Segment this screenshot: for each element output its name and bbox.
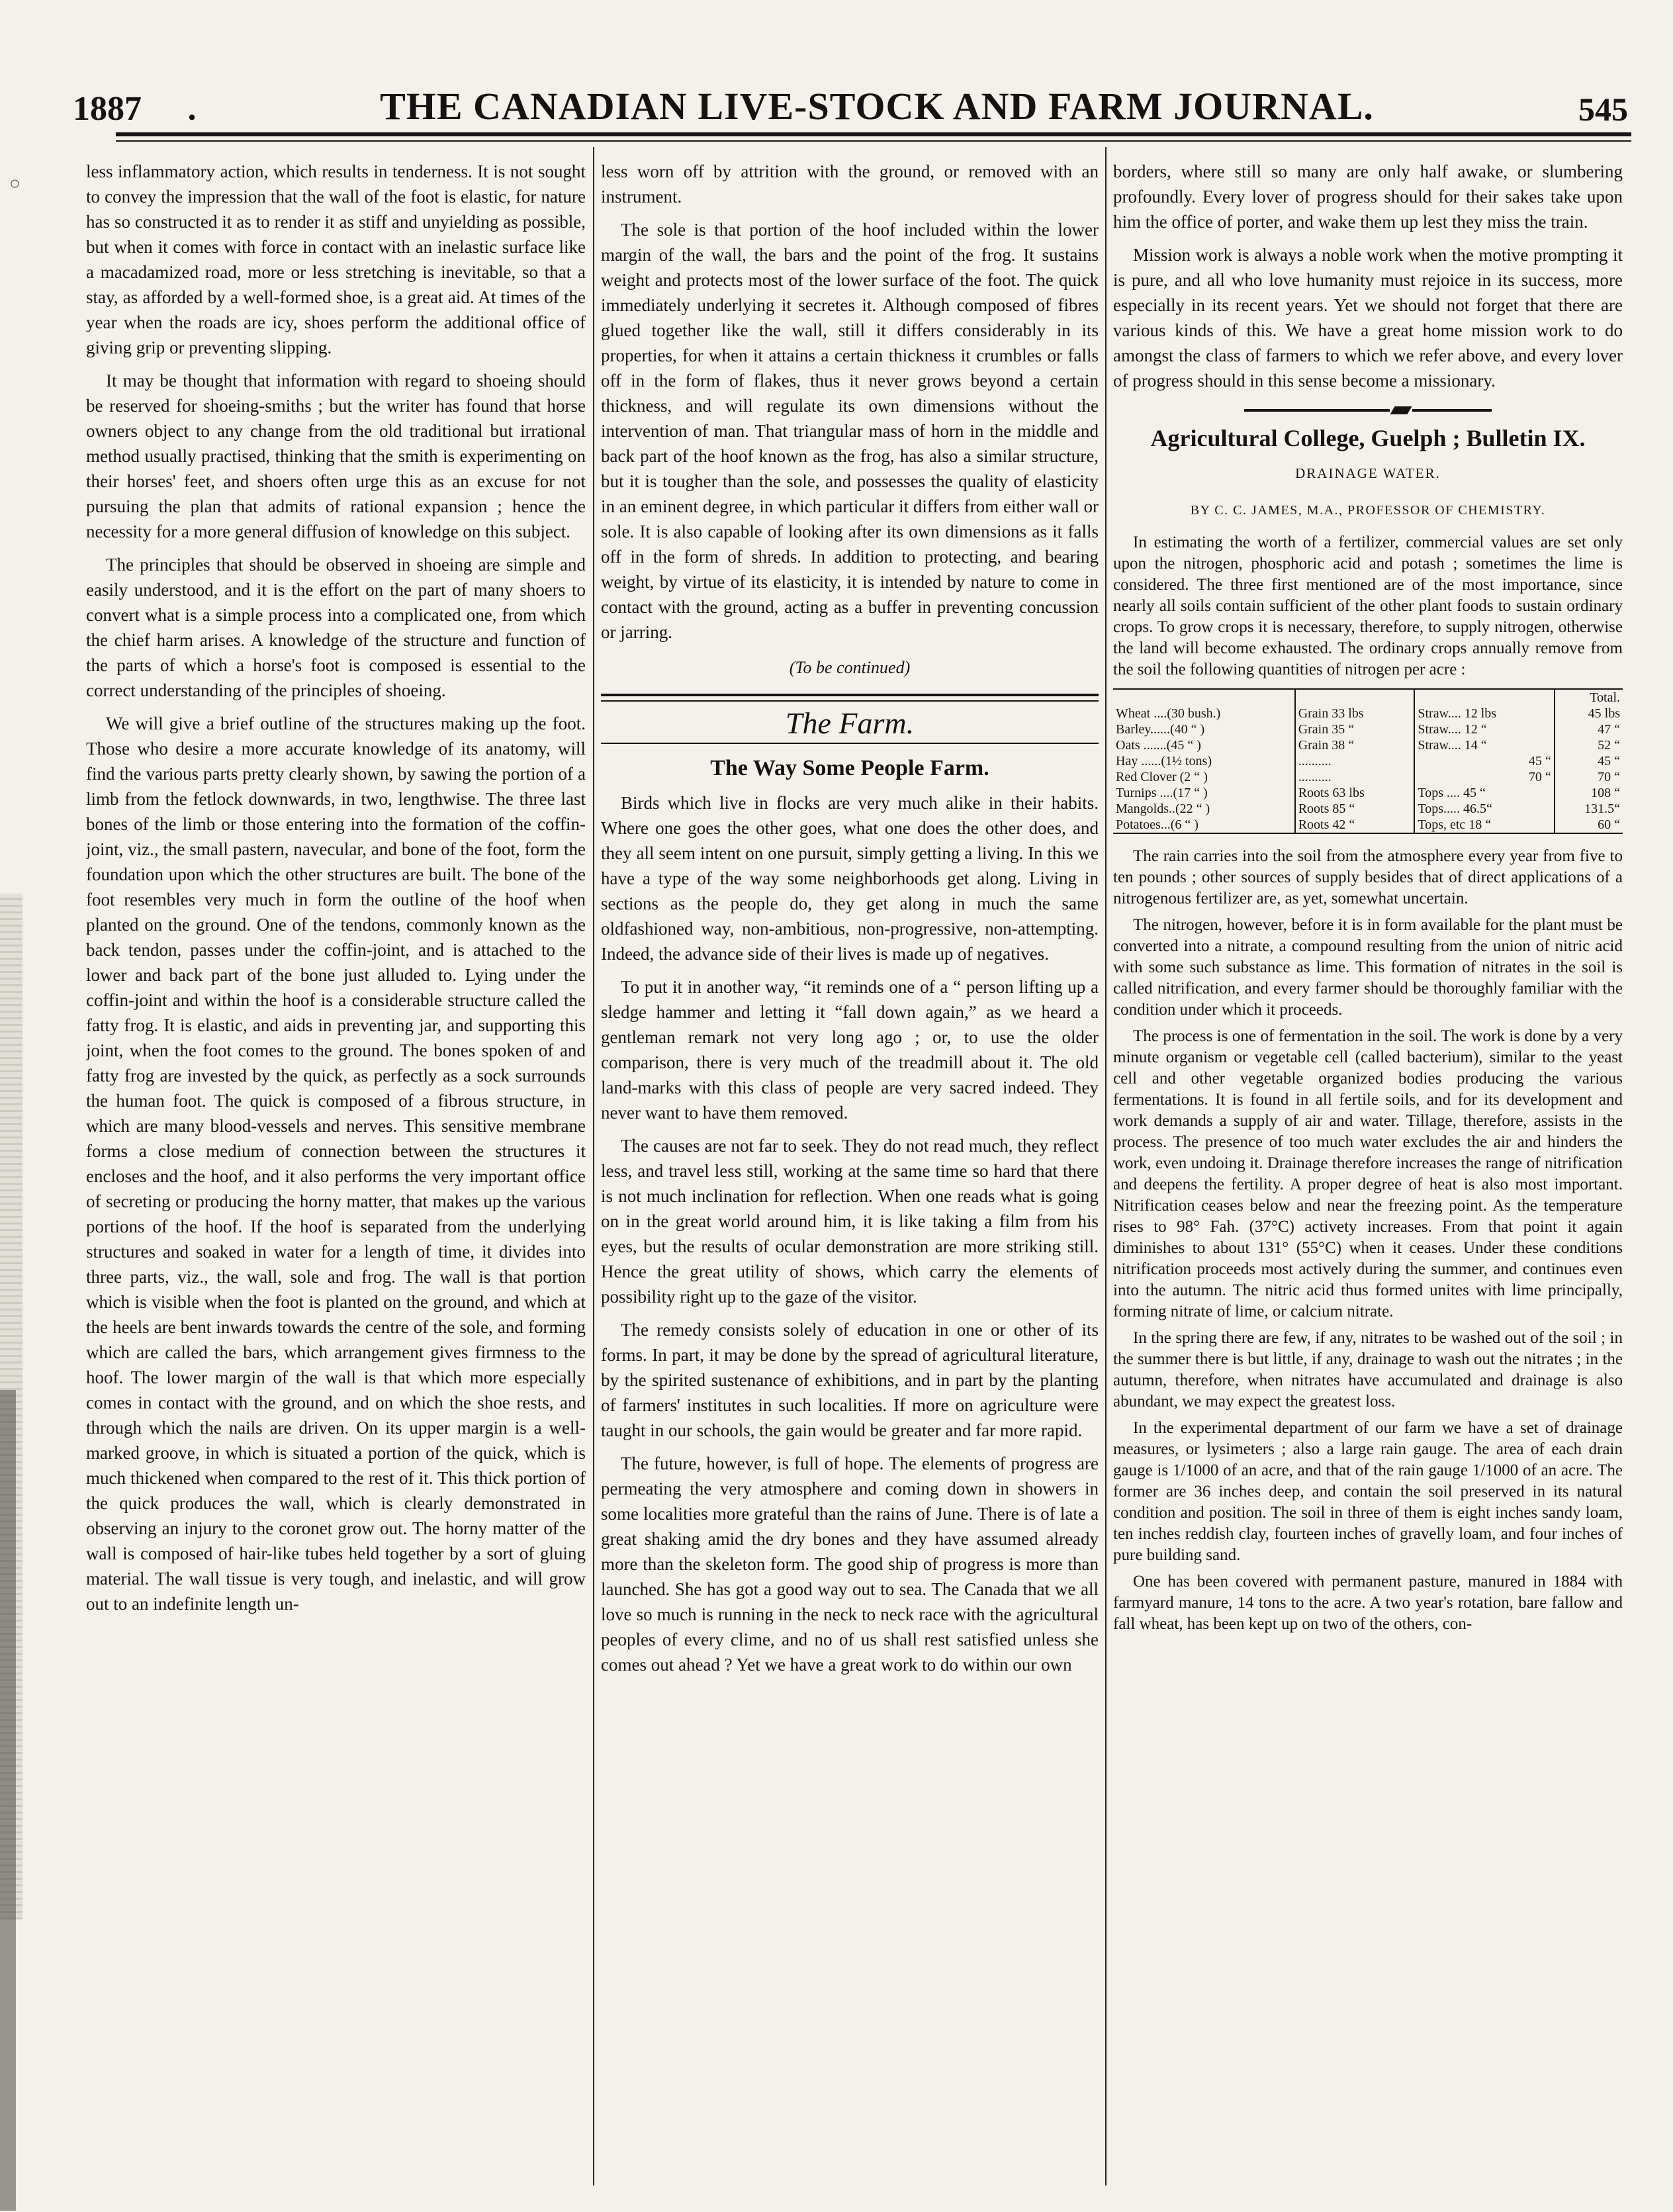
table-row — [1113, 801, 1623, 817]
table-row — [1113, 753, 1623, 769]
table-row — [1113, 769, 1623, 785]
table-cell: Roots 42 “ — [1295, 817, 1415, 833]
table-row — [1113, 785, 1623, 801]
table-cell: Grain 38 “ — [1295, 737, 1415, 753]
table-cell: Roots 63 lbs — [1295, 785, 1415, 801]
journal-title: THE CANADIAN LIVE-STOCK AND FARM JOURNAL. — [380, 85, 1374, 128]
table-row — [1113, 817, 1623, 833]
page-number: 545 — [1578, 91, 1628, 128]
bulletin-title: Agricultural College, Guelph ; Bulletin IX. — [1150, 425, 1586, 451]
table-cell: 45 “ — [1555, 753, 1623, 769]
paragraph: The nitrogen, however, before it is in form available for the plant must be converted into a nitrate, a compound resulting from the union of nitric acid with some such substance as lime. This formation of nitrates in the soil is called nitrification, and every farmer should be thoroughly familiar with the condition under which it proceeds. — [1113, 916, 1623, 1019]
column-divider-2 — [1105, 147, 1107, 2186]
table-cell: 47 “ — [1555, 721, 1623, 737]
ornamental-rule — [1113, 406, 1623, 414]
section-title: The Farm. — [785, 706, 915, 740]
masthead — [73, 71, 1628, 128]
table-cell: Barley......(40 “ ) — [1116, 722, 1205, 737]
table-cell: Tops..... 46.5“ — [1414, 801, 1554, 817]
table-cell: Turnips ....(17 “ ) — [1116, 786, 1208, 800]
table-cell: Hay ......(1½ tons) — [1116, 754, 1212, 768]
table-cell: Grain 33 lbs — [1295, 706, 1415, 721]
paragraph: The remedy consists solely of education in one or other of its forms. In part, it may be done by the spread of agricultural literature, by the spirited sustenance of exhibitions, and in part by the planting of farmers' institutes in such localities. If more on agriculture were taught in our schools, the gain would be greater and far more rapid. — [601, 1320, 1099, 1440]
table-cell: 70 “ — [1414, 769, 1554, 785]
header-rule-thin — [116, 140, 1631, 142]
table-cell: .......... — [1295, 769, 1415, 785]
table-cell: Straw.... 14 “ — [1414, 737, 1554, 753]
table-cell: Wheat ....(30 bush.) — [1116, 706, 1221, 721]
paragraph: less worn off by attrition with the ground, or removed with an instrument. — [601, 161, 1099, 207]
table-row — [1113, 721, 1623, 737]
column-3 — [1113, 159, 1623, 2204]
paragraph: In the experimental department of our farm we have a set of drainage measures, or lysimeters ; also a large rain gauge. The area of each drain gauge is 1/1000 of an acre, and that of the rain gauge 1/1000 of an acre. The former are 36 inches deep, and contain the soil preserved in its natural condition and position. The soil in three of them is eight inches sandy loam, ten inches reddish clay, fourteen inches of gravelly loam, and four inches of pure building sand. — [1113, 1419, 1623, 1564]
table-row — [1113, 706, 1623, 721]
table-cell: 45 “ — [1414, 753, 1554, 769]
table-cell: Straw.... 12 “ — [1414, 721, 1554, 737]
table-cell: .......... — [1295, 753, 1415, 769]
section-title-rule — [601, 743, 1099, 744]
column-2 — [601, 159, 1099, 2204]
table-header-total: Total. — [1555, 689, 1623, 706]
table-cell: Mangolds..(22 “ ) — [1116, 802, 1210, 816]
paragraph: The rain carries into the soil from the atmosphere every year from five to ten pounds ; other sources of supply besides that of direct applications of a nitrogenous fertilizer are, as yet, somewhat uncertain. — [1113, 847, 1623, 907]
paragraph: We will give a brief outline of the structures making up the foot. Those who desire a more accurate knowledge of its anatomy, will find the various parts pretty clearly shown, by sawing the portion of a limb from the fetlock downwards, in two, lengthwise. The three last bones of the limb or those entering into the formation of the coffin-joint, viz., the small pastern, navecular, and bone of the foot, form the foundation upon which the other structures are built. The bone of the foot resembles very much in form the outline of the hoof when planted on the ground. One of the tendons, commonly known as the back tendon, passes under the coffin-joint, and is attached to the lower and back part of the bone just alluded to. Lying under the coffin-joint and within the hoof is a considerable structure called the fatty frog. It is elastic, and aids in preventing jar, and supporting this joint, when the foot comes to the ground. The bones spoken of and fatty frog are invested by the quick, as perfectly as a sock surrounds the human foot. The quick is composed of a fibrous structure, in which are many blood-vessels and nerves. This sensitive membrane forms a close medium of connection between the structures it encloses and the hoof, and it also performs the very important office of secreting or producing the horny matter, that makes up the various portions of the hoof. If the hoof is separated from the underlying structures and soaked in water for a length of time, it divides into three parts, viz., the wall, sole and frog. The wall is that portion which is visible when the foot is planted on the ground, and which at the heels are bent inwards towards the centre of the sole, and forming which are called the bars, which arrangement gives firmness to the hoof. The lower margin of the wall is that which more especially comes in contact with the ground, and on which the shoe rests, and through which the nails are driven. On its upper margin is a well-marked groove, in which is situated a portion of the quick, which is much thickened when compared to the rest of it. This thick portion of the quick produces the wall, which is clearly demonstrated in observing an injury to the coronet grow out. The horny matter of the wall is composed of hair-like tubes held together by a sort of gluing material. The wall tissue is very tough, and inelastic, and will grow out to an indefinite length un- — [86, 714, 586, 1614]
table-cell: 131.5“ — [1555, 801, 1623, 817]
byline: BY C. C. JAMES, M.A., PROFESSOR OF CHEMISTRY. — [1190, 503, 1546, 518]
table-cell: 60 “ — [1555, 817, 1623, 833]
table-cell: 45 lbs — [1555, 706, 1623, 721]
paragraph: borders, where still so many are only half awake, or slumbering profoundly. Every lover of progress should for their sakes take upon him the office of porter, and wake them up lest they miss the train. — [1113, 161, 1623, 232]
paragraph: In estimating the worth of a fertilizer, commercial values are set only upon the nitrogen, phosphoric acid and potash ; sometimes the lime is considered. The three first mentioned are of the most importance, since nearly all soils contain sufficient of the other plant foods to sustain ordinary crops. To grow crops it is necessary, therefore, to supply nitrogen, otherwise the land will become exhausted. The ordinary crops annually remove from the soil the following quantities of nitrogen per acre : — [1113, 533, 1623, 678]
paragraph: It may be thought that information with regard to shoeing should be reserved for shoeing-smiths ; but the writer has found that horse owners object to any change from the old traditional but irrational method usually practised, thinking that the smith is experimenting on their horses' feet, and shoers often urge this as an excuse for not pursuing the plan that admits of rational expansion ; hence the necessity for a more general diffusion of knowledge on this subject. — [86, 371, 586, 541]
paragraph: less inflammatory action, which results in tenderness. It is not sought to convey the impression that the wall of the foot is elastic, for nature has so constructed it as to render it as stiff and unyielding as possible, but when it comes with force in contact with an inelastic surface like a macadamized road, more or less stretching is inevitable, so that a stay, as afforded by a well-formed shoe, is a great aid. At times of the year when the roads are icy, shoes perform the additional office of giving grip or preventing slipping. — [86, 161, 586, 357]
header-separator: . — [187, 90, 197, 128]
table-cell: Grain 35 “ — [1295, 721, 1415, 737]
continued-note: (To be continued) — [789, 658, 911, 677]
nitrogen-table — [1113, 688, 1623, 834]
header-rule-thick — [116, 132, 1631, 136]
table-cell: 108 “ — [1555, 785, 1623, 801]
header-year: 1887 — [73, 90, 142, 128]
table-cell: Tops, etc 18 “ — [1414, 817, 1554, 833]
table-cell: Tops .... 45 “ — [1414, 785, 1554, 801]
bulletin-subtitle: DRAINAGE WATER. — [1295, 465, 1441, 481]
column-divider-1 — [593, 147, 594, 2186]
table-cell: Roots 85 “ — [1295, 801, 1415, 817]
table-cell: Potatoes...(6 “ ) — [1116, 817, 1198, 832]
table-cell: 52 “ — [1555, 737, 1623, 753]
paragraph: The future, however, is full of hope. The elements of progress are permeating the very atmosphere and coming down in showers in some localities more grateful than the rains of June. There is of late a great shaking amid the dry bones and they have assumed already more than the skeleton form. The good ship of progress is more than launched. She has got a good way out to sea. The Canada that we all love so much is running in the neck to neck race with the agricultural peoples of every clime, and no of us shall rest satisfied unless she comes out ahead ? Yet we have a great work to do within our own — [601, 1453, 1099, 1675]
paragraph: The principles that should be observed in shoeing are simple and easily understood, and it is the effort on the part of many shoers to convert what is a simple process into a complicated one, from which the chief harm arises. A knowledge of the structure and function of the parts of which a horse's foot is composed is essential to the correct understanding of the principles of shoeing. — [86, 555, 586, 700]
paragraph: Mission work is always a noble work when the motive prompting it is pure, and all who love humanity must rejoice in its success, more especially in its recent years. Yet we should not forget that there are various kinds of this. We have a great home mission work to do amongst the class of farmers to which we refer above, and every lover of progress should in this sense become a missionary. — [1113, 245, 1623, 391]
table-cell: Straw.... 12 lbs — [1414, 706, 1554, 721]
paragraph: The process is one of fermentation in the soil. The work is done by a very minute organism or vegetable cell (called bacterium), similar to the yeast cell and other vegetable organized bodies producing the various fermentations. It is found in all fertile soils, and for its development and work demands a supply of air and water. Tillage, therefore, assists in the process. The presence of too much water excludes the air and hinders the work, even undoing it. Drainage therefore increases the range of nitrification and deepens the fertility. A proper degree of heat is also most important. Nitrification ceases below and near the freezing point. As the temperature rises to 98° Fah. (37°C) activety increases. From that point it again diminishes to about 131° (55°C) when it ceases. Under these conditions nitrification proceeds most actively during the summer, and continues even into the autumn. The nitric acid thus formed unites with lime principally, forming nitrate of lime, or calcium nitrate. — [1113, 1027, 1623, 1320]
paragraph: One has been covered with permanent pasture, manured in 1884 with farmyard manure, 14 tons to the acre. A two year's rotation, bare fallow and fall wheat, has been kept up on two of the others, con- — [1113, 1573, 1623, 1633]
paragraph: The causes are not far to seek. They do not read much, they reflect less, and travel less still, working at the same time so hard that there is not much inclination for reflection. When one reads what is going on in the great world around him, it is like taking a film from his eyes, but the results of ocular demonstration are more striking still. Hence the great utility of shows, which carry the elements of possibility right up to the gaze of the visitor. — [601, 1136, 1099, 1307]
article-title: The Way Some People Farm. — [710, 756, 989, 780]
section-rule — [601, 694, 1099, 702]
table-cell: 70 “ — [1555, 769, 1623, 785]
paragraph: Birds which live in flocks are very much alike in their habits. Where one goes the other goes, what one does the other does, and they all seem intent on one pursuit, simply getting a living. In this we have a type of the way some neighborhoods get along. Living in sections as the people do, they get along in much the same oldfashioned way, non-ambitious, non-progressive, non-attempting. Indeed, the advance side of their lives is made up of negatives. — [601, 793, 1099, 964]
margin-mark: ○ — [9, 173, 21, 194]
table-cell: Red Clover (2 “ ) — [1116, 770, 1208, 784]
column-1 — [86, 159, 586, 2204]
paragraph: The sole is that portion of the hoof included within the lower margin of the wall, the bars and the point of the frog. It sustains weight and protects most of the lower surface of the foot. The quick immediately underlying it secretes it. Although composed of fibres glued together like the wall, still it differs considerably in its properties, for when it attains a certain thickness it crumbles or falls off in the form of flakes, thus it never grows beyond a certain thickness, and will regulate its own dimensions without the intervention of man. That triangular mass of horn in the middle and back part of the hoof known as the frog, has also a similar structure, but it is tougher than the sole, and possesses the quality of elasticity in an eminent degree, in which particular it differs from either wall or sole. It is also capable of looking after its own dimensions as it falls off in the form of shreds. In addition to protecting, and bearing weight, by virtue of its elasticity, it is intended by nature to come in contact with the ground, acting as a buffer in preventing concussion or jarring. — [601, 220, 1099, 642]
page-edge-dark — [0, 1390, 16, 2211]
table-header-row — [1113, 689, 1623, 706]
paragraph: In the spring there are few, if any, nitrates to be washed out of the soil ; in the summer there is but little, if any, drainage to wash out the nitrates ; in the autumn, therefore, when nitrates have accumulated and drainage is also abundant, we may expect the greatest loss. — [1113, 1329, 1623, 1410]
paragraph: To put it in another way, “it reminds one of a “ person lifting up a sledge hammer and letting it “fall down again,” as we heard a gentleman remark not very long ago ; or, to use the older comparison, there is very much of the treadmill about it. The old land-marks with this class of people are very sacred indeed. They never want to have them removed. — [601, 977, 1099, 1123]
table-row — [1113, 737, 1623, 753]
table-cell: Oats .......(45 “ ) — [1116, 738, 1201, 753]
